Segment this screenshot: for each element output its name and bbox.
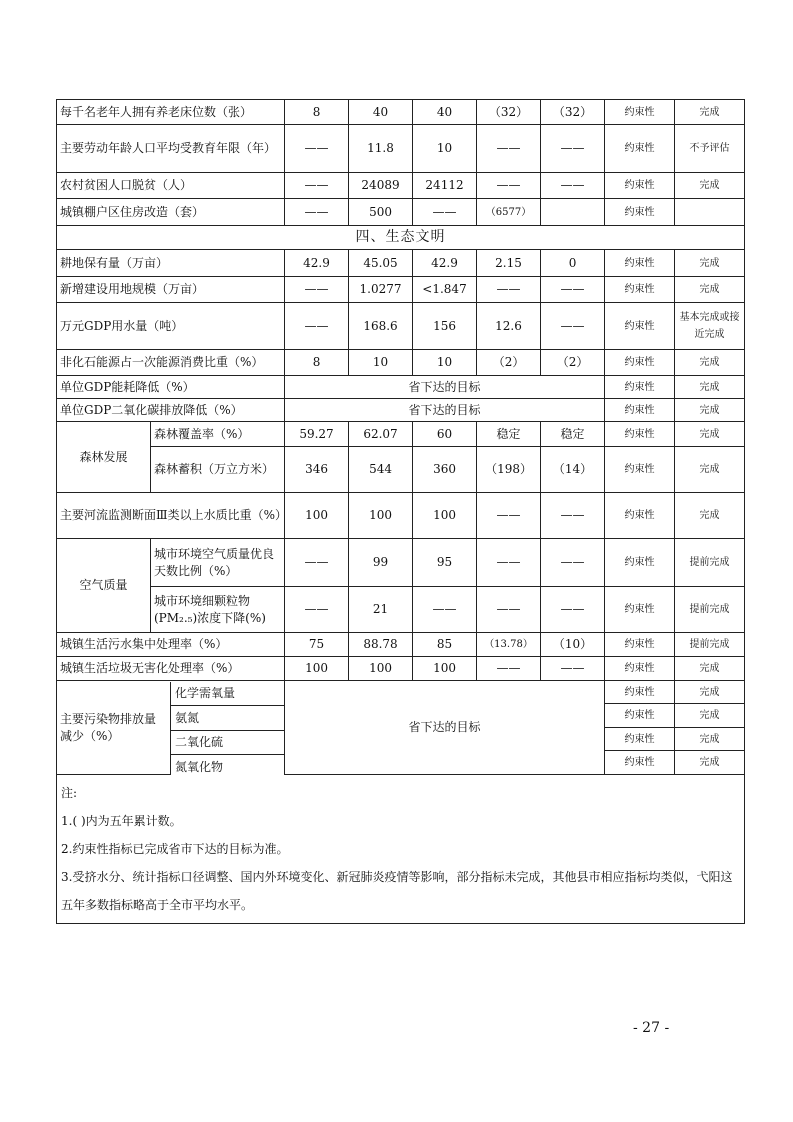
cell-value: 85 xyxy=(413,633,477,657)
cell-value: 11.8 xyxy=(349,125,413,173)
table-row xyxy=(57,399,745,422)
row-label: 城镇生活污水集中处理率（%） xyxy=(57,633,285,657)
table-row xyxy=(57,277,745,303)
cell-value: —— xyxy=(285,303,349,350)
cell-value: 100 xyxy=(285,657,349,681)
cell-value: 60 xyxy=(413,422,477,447)
cell-value: <1.847 xyxy=(413,277,477,303)
cell-status: 提前完成 xyxy=(675,539,745,587)
cell-value: （14） xyxy=(541,447,605,493)
cell-status: 完成 xyxy=(675,681,745,704)
pollutant-label: 氮氧化物 xyxy=(175,759,224,774)
table-row xyxy=(57,633,745,657)
table-row xyxy=(57,199,745,226)
cell-value: （10） xyxy=(541,633,605,657)
cell-type: 约束性 xyxy=(605,399,675,422)
cell-value: 62.07 xyxy=(349,422,413,447)
cell-value: —— xyxy=(477,173,541,199)
cell-value: 168.6 xyxy=(349,303,413,350)
cell-type: 约束性 xyxy=(605,728,675,751)
pollutant-label: 化学需氧量 xyxy=(171,682,284,706)
cell-value: 40 xyxy=(413,100,477,125)
cell-status: 完成 xyxy=(675,728,745,751)
cell-value: （13.78） xyxy=(477,633,541,657)
table-row xyxy=(57,173,745,199)
table-row xyxy=(57,250,745,277)
cell-value: 42.9 xyxy=(285,250,349,277)
cell-value: —— xyxy=(541,657,605,681)
table-row xyxy=(57,657,745,681)
cell-value xyxy=(541,199,605,226)
cell-type: 约束性 xyxy=(605,250,675,277)
cell-value: —— xyxy=(477,539,541,587)
cell-type: 约束性 xyxy=(605,704,675,728)
merged-target: 省下达的目标 xyxy=(285,399,605,422)
cell-value: 稳定 xyxy=(541,422,605,447)
notes xyxy=(57,775,745,924)
cell-value: —— xyxy=(285,173,349,199)
cell-type: 约束性 xyxy=(605,751,675,775)
row-label: 森林蓄积（万立方米） xyxy=(151,447,285,493)
cell-value: —— xyxy=(285,199,349,226)
table-row xyxy=(57,350,745,376)
notes-title: 注: xyxy=(61,786,78,800)
cell-value: （32） xyxy=(477,100,541,125)
cell-status: 完成 xyxy=(675,493,745,539)
cell-value: —— xyxy=(541,303,605,350)
table-row xyxy=(57,447,745,493)
table-row xyxy=(57,587,745,633)
cell-status: 完成 xyxy=(675,100,745,125)
cell-value: —— xyxy=(285,125,349,173)
cell-type: 约束性 xyxy=(605,422,675,447)
cell-value: 156 xyxy=(413,303,477,350)
cell-value: 24089 xyxy=(349,173,413,199)
group-label: 主要污染物排放量减少（%） xyxy=(57,681,285,775)
merged-target: 省下达的目标 xyxy=(285,376,605,399)
row-label: 城镇生活垃圾无害化处理率（%） xyxy=(57,657,285,681)
notes-row xyxy=(57,775,745,924)
cell-status: 基本完成或接近完成 xyxy=(675,303,745,350)
row-label: 城市环境细颗粒物(PM₂.₅)浓度下降(%) xyxy=(151,587,285,633)
pollutant-label: 氨氮 xyxy=(171,706,284,731)
cell-value: —— xyxy=(285,539,349,587)
cell-status: 完成 xyxy=(675,657,745,681)
cell-value: —— xyxy=(285,587,349,633)
group-label: 森林发展 xyxy=(57,422,151,493)
table-row xyxy=(57,376,745,399)
cell-value: 95 xyxy=(413,539,477,587)
cell-status: 完成 xyxy=(675,399,745,422)
cell-type: 约束性 xyxy=(605,125,675,173)
cell-value: （32） xyxy=(541,100,605,125)
cell-value: （198） xyxy=(477,447,541,493)
cell-value: 21 xyxy=(349,587,413,633)
cell-value: 45.05 xyxy=(349,250,413,277)
page-number: - 27 - xyxy=(633,1020,670,1036)
cell-status: 完成 xyxy=(675,704,745,728)
row-label: 每千名老年人拥有养老床位数（张） xyxy=(57,100,285,125)
cell-value: 100 xyxy=(413,657,477,681)
cell-status: 完成 xyxy=(675,277,745,303)
cell-value: 10 xyxy=(349,350,413,376)
table-row xyxy=(57,539,745,587)
cell-value: 8 xyxy=(285,100,349,125)
table-row xyxy=(57,303,745,350)
cell-value: 2.15 xyxy=(477,250,541,277)
table-row xyxy=(57,100,745,125)
cell-value: —— xyxy=(477,657,541,681)
cell-type: 约束性 xyxy=(605,587,675,633)
cell-status: 不予评估 xyxy=(675,125,745,173)
row-label: 森林覆盖率（%） xyxy=(151,422,285,447)
cell-value: —— xyxy=(541,173,605,199)
note-line: 2.约束性指标已完成省市下达的目标为准。 xyxy=(61,842,289,856)
cell-type: 约束性 xyxy=(605,277,675,303)
cell-status: 完成 xyxy=(675,250,745,277)
cell-status: 完成 xyxy=(675,350,745,376)
cell-type: 约束性 xyxy=(605,376,675,399)
cell-value: —— xyxy=(285,277,349,303)
cell-value: 42.9 xyxy=(413,250,477,277)
cell-type: 约束性 xyxy=(605,447,675,493)
cell-status: 提前完成 xyxy=(675,587,745,633)
cell-value: 稳定 xyxy=(477,422,541,447)
row-label: 耕地保有量（万亩） xyxy=(57,250,285,277)
cell-status: 完成 xyxy=(675,173,745,199)
cell-type: 约束性 xyxy=(605,681,675,704)
cell-value: 75 xyxy=(285,633,349,657)
cell-type: 约束性 xyxy=(605,539,675,587)
cell-type: 约束性 xyxy=(605,493,675,539)
cell-type: 约束性 xyxy=(605,633,675,657)
cell-type: 约束性 xyxy=(605,173,675,199)
cell-value: 59.27 xyxy=(285,422,349,447)
cell-value: 99 xyxy=(349,539,413,587)
cell-status: 完成 xyxy=(675,751,745,775)
row-label: 非化石能源占一次能源消费比重（%） xyxy=(57,350,285,376)
cell-value: —— xyxy=(413,199,477,226)
pollutant-label: 二氧化硫 xyxy=(171,731,284,755)
row-label: 城市环境空气质量优良天数比例（%） xyxy=(151,539,285,587)
cell-value: —— xyxy=(413,587,477,633)
cell-value: 10 xyxy=(413,350,477,376)
cell-value: —— xyxy=(477,587,541,633)
row-label: 农村贫困人口脱贫（人） xyxy=(57,173,285,199)
row-label: 单位GDP能耗降低（%） xyxy=(57,376,285,399)
cell-status xyxy=(675,199,745,226)
cell-status: 完成 xyxy=(675,422,745,447)
cell-value: 100 xyxy=(413,493,477,539)
table-row xyxy=(57,422,745,447)
row-label: 主要劳动年龄人口平均受教育年限（年） xyxy=(57,125,285,173)
row-label: 主要河流监测断面Ⅲ类以上水质比重（%） xyxy=(57,493,285,539)
cell-value: —— xyxy=(541,539,605,587)
cell-value: 88.78 xyxy=(349,633,413,657)
cell-value: —— xyxy=(541,493,605,539)
cell-value: 24112 xyxy=(413,173,477,199)
cell-value: 1.0277 xyxy=(349,277,413,303)
cell-type: 约束性 xyxy=(605,350,675,376)
cell-value: （6577） xyxy=(477,199,541,226)
cell-type: 约束性 xyxy=(605,303,675,350)
cell-value: （2） xyxy=(477,350,541,376)
cell-type: 约束性 xyxy=(605,199,675,226)
row-label: 万元GDP用水量（吨） xyxy=(57,303,285,350)
cell-status: 提前完成 xyxy=(675,633,745,657)
cell-value: 360 xyxy=(413,447,477,493)
cell-value: —— xyxy=(477,125,541,173)
cell-value: —— xyxy=(541,587,605,633)
cell-value: 346 xyxy=(285,447,349,493)
cell-type: 约束性 xyxy=(605,100,675,125)
row-label: 城镇棚户区住房改造（套） xyxy=(57,199,285,226)
cell-value: 0 xyxy=(541,250,605,277)
section-title: 四、生态文明 xyxy=(57,226,745,250)
indicator-table xyxy=(56,99,745,924)
cell-value: —— xyxy=(541,277,605,303)
cell-value: 10 xyxy=(413,125,477,173)
cell-value: 8 xyxy=(285,350,349,376)
group-label: 空气质量 xyxy=(57,539,151,633)
pollutant-labels xyxy=(170,682,284,775)
merged-target: 省下达的目标 xyxy=(285,681,605,775)
row-label: 新增建设用地规模（万亩） xyxy=(57,277,285,303)
cell-value: 544 xyxy=(349,447,413,493)
cell-value: 40 xyxy=(349,100,413,125)
cell-value: —— xyxy=(477,277,541,303)
table-row xyxy=(57,125,745,173)
cell-value: 500 xyxy=(349,199,413,226)
cell-status: 完成 xyxy=(675,376,745,399)
section-row xyxy=(57,226,745,250)
note-line: 1.( )内为五年累计数。 xyxy=(61,814,182,828)
table-row xyxy=(57,681,745,704)
row-label: 单位GDP二氧化碳排放降低（%） xyxy=(57,399,285,422)
cell-value: —— xyxy=(541,125,605,173)
note-line: 3.受挤水分、统计指标口径调整、国内外环境变化、新冠肺炎疫情等影响，部分指标未完成，其他县市相应指标均类似，弋阳这五年多数指标略高于全市平均水平。 xyxy=(61,870,733,912)
cell-value: 100 xyxy=(349,493,413,539)
cell-value: （2） xyxy=(541,350,605,376)
cell-status: 完成 xyxy=(675,447,745,493)
cell-value: 100 xyxy=(285,493,349,539)
cell-value: —— xyxy=(477,493,541,539)
table-row xyxy=(57,493,745,539)
cell-value: 12.6 xyxy=(477,303,541,350)
cell-value: 100 xyxy=(349,657,413,681)
cell-type: 约束性 xyxy=(605,657,675,681)
